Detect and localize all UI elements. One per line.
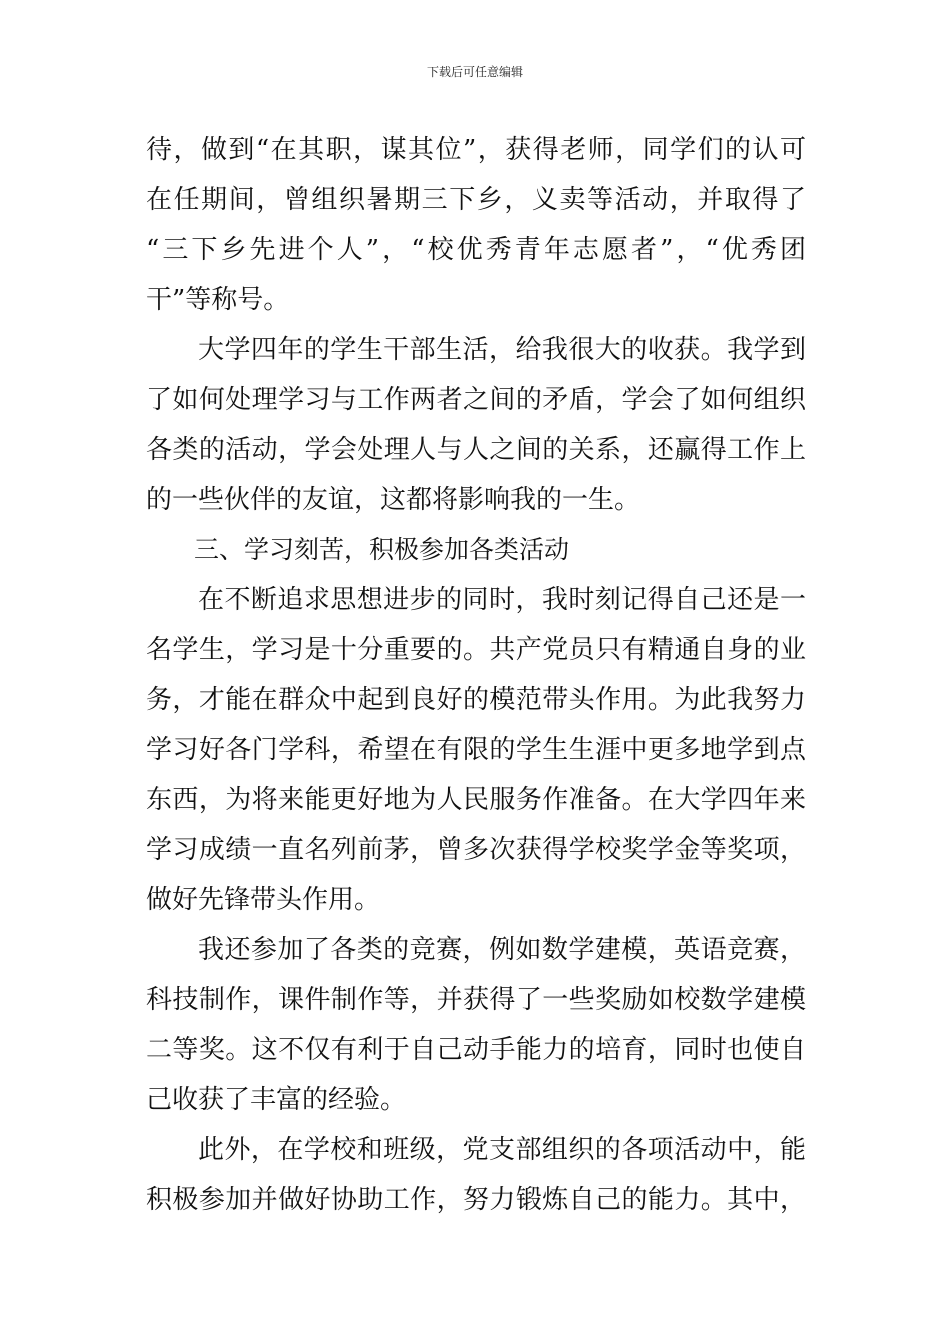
text-line: 大学四年的学生干部生活，给我很大的收获。我学到 (198, 335, 806, 365)
text-line: 干”等称号。 (146, 285, 290, 315)
text-line: 科技制作，课件制作等，并获得了一些奖励如校数学建模 (146, 985, 806, 1015)
section-heading-text: 三、学习刻苦，积极参加各类活动 (194, 535, 570, 564)
text-line: 的一些伙伴的友谊，这都将影响我的一生。 (146, 485, 641, 515)
text-line: 我还参加了各类的竞赛，例如数学建模，英语竞赛， (198, 935, 806, 965)
text-line: 了如何处理学习与工作两者之间的矛盾，学会了如何组织 (146, 385, 806, 415)
section-heading (146, 525, 806, 575)
page-header: 下载后可任意编辑 (426, 65, 523, 79)
paragraph-4 (146, 925, 806, 1125)
text-line: 务，才能在群众中起到良好的模范带头作用。为此我努力 (146, 685, 806, 715)
text-line: 做好先锋带头作用。 (146, 885, 381, 915)
text-line: 待，做到“在其职，谋其位”，获得老师，同学们的认可 (146, 135, 806, 165)
text-line: 二等奖。这不仅有利于自己动手能力的培育，同时也使自 (146, 1035, 806, 1065)
text-line: 己收获了丰富的经验。 (146, 1085, 407, 1115)
paragraph-5 (146, 1125, 806, 1225)
text-line: 积极参加并做好协助工作，努力锻炼自己的能力。其中， (146, 1185, 806, 1215)
text-line: 在不断追求思想进步的同时，我时刻记得自己还是一 (198, 585, 806, 615)
text-line: 学习好各门学科，希望在有限的学生生涯中更多地学到点 (146, 735, 806, 765)
document-body (146, 125, 806, 1225)
text-line: 名学生，学习是十分重要的。共产党员只有精通自身的业 (146, 635, 806, 665)
paragraph-2 (146, 325, 806, 525)
paragraph-1 (146, 125, 806, 325)
text-line: 在任期间，曾组织暑期三下乡，义卖等活动，并取得了 (146, 185, 806, 215)
paragraph-3 (146, 575, 806, 925)
text-line: “三下乡先进个人”，“校优秀青年志愿者”，“优秀团 (146, 235, 806, 265)
text-line: 各类的活动，学会处理人与人之间的关系，还赢得工作上 (146, 435, 806, 465)
text-line: 此外，在学校和班级，党支部组织的各项活动中，能 (198, 1135, 806, 1165)
text-line: 东西，为将来能更好地为人民服务作准备。在大学四年来 (146, 785, 806, 815)
text-line: 学习成绩一直名列前茅，曾多次获得学校奖学金等奖项， (146, 835, 806, 865)
